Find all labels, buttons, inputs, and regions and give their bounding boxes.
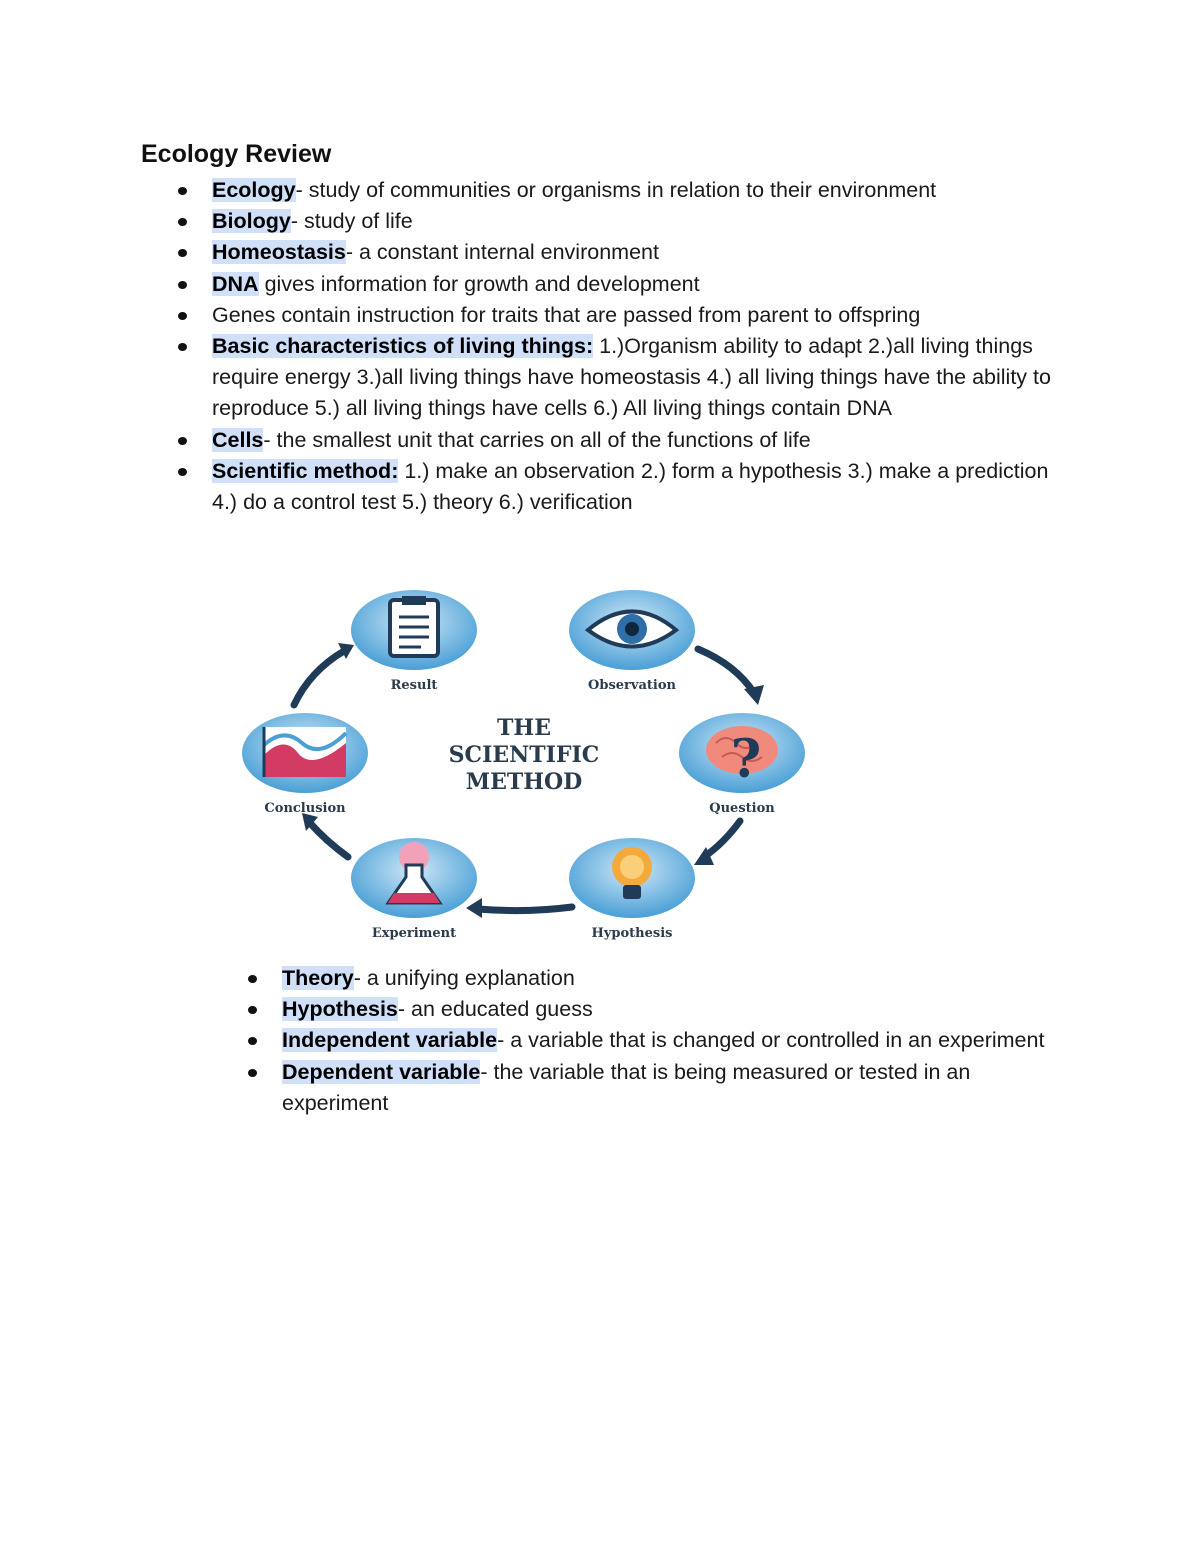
diagram-title-line-3: METHOD <box>465 769 583 795</box>
definitions-list <box>178 175 1058 518</box>
observation-label: Observation <box>588 678 676 693</box>
bullet-icon <box>178 312 187 320</box>
bullet-icon <box>248 1037 257 1045</box>
list-item <box>248 1025 1058 1056</box>
list-item <box>178 331 1058 425</box>
term: Independent variable <box>282 1028 498 1053</box>
list-item <box>178 425 1058 456</box>
list-item <box>178 237 1058 268</box>
term: Homeostasis <box>212 240 346 265</box>
hypothesis-label: Hypothesis <box>591 926 673 941</box>
result-step <box>351 590 477 693</box>
term: Hypothesis <box>282 997 398 1022</box>
term: Cells <box>212 427 264 452</box>
definition: - a unifying explanation <box>353 966 575 990</box>
experiment-step <box>351 838 477 941</box>
list-item <box>248 994 1058 1025</box>
arrow-icon <box>478 907 572 911</box>
diagram-title <box>449 715 600 795</box>
diagram-title-line-2: SCIENTIFIC <box>448 742 600 768</box>
svg-text:?: ? <box>730 729 762 790</box>
definition: - study of life <box>290 209 413 234</box>
conclusion-label: Conclusion <box>264 801 346 816</box>
definition: - a variable that is changed or controlled in an experiment <box>497 1028 1045 1053</box>
scientific-method-diagram <box>236 585 816 947</box>
arrow-icon <box>704 821 740 857</box>
bullet-icon <box>248 975 257 983</box>
bullet-icon <box>248 1069 257 1077</box>
term: Theory <box>282 966 354 990</box>
definition: - a constant internal environment <box>345 240 659 265</box>
observation-step <box>569 590 695 693</box>
arrow-icon <box>310 823 348 857</box>
variables-list <box>248 963 1058 1119</box>
question-step <box>679 713 805 816</box>
diagram-title-line-1: THE <box>497 715 551 741</box>
definition: 1.)Organism ability to adapt 2.)all living things require energy 3.)all living things have homeostasis 4.) all living things have the ability to reproduce 5.) all living things have cells 6.) All living things contain DNA <box>212 334 1051 421</box>
list-item <box>178 269 1058 300</box>
definition: - an educated guess <box>397 997 593 1022</box>
term: Biology <box>212 209 291 234</box>
bullet-icon <box>178 437 187 445</box>
conclusion-step <box>242 713 368 816</box>
arrowhead-icon <box>466 898 482 918</box>
document-title: Ecology Review <box>141 140 332 168</box>
graph-icon <box>264 727 346 777</box>
arrow-icon <box>698 649 754 693</box>
bullet-icon <box>178 281 187 289</box>
arrow-icon <box>294 651 344 705</box>
list-item <box>178 456 1058 518</box>
list-item <box>248 1057 1058 1119</box>
term: DNA <box>212 271 259 296</box>
question-label: Question <box>709 801 775 816</box>
experiment-label: Experiment <box>371 926 457 941</box>
term: Dependent variable <box>282 1059 481 1084</box>
term: Basic characteristics of living things: <box>212 334 594 359</box>
bullet-icon <box>248 1006 257 1014</box>
bullet-icon <box>178 187 187 195</box>
definition: - the variable that is being measured or tested in an experiment <box>282 1059 971 1115</box>
bullet-icon <box>178 343 187 351</box>
hypothesis-step <box>569 838 695 941</box>
definition: gives information for growth and development <box>258 271 700 296</box>
definition: Genes contain instruction for traits that are passed from parent to offspring <box>212 302 921 327</box>
term: Ecology <box>212 178 296 202</box>
list-item <box>178 206 1058 237</box>
definition: 1.) make an observation 2.) form a hypothesis 3.) make a prediction 4.) do a control test 5.) theory 6.) verification <box>212 458 1049 515</box>
result-label: Result <box>390 678 438 693</box>
definition: - the smallest unit that carries on all of the functions of life <box>263 427 811 452</box>
definition: - study of communities or organisms in relation to their environment <box>295 178 937 202</box>
list-item <box>178 300 1058 331</box>
clipboard-icon <box>390 596 438 656</box>
bullet-icon <box>178 249 187 257</box>
bullet-icon <box>178 468 187 476</box>
bullet-icon <box>178 218 187 226</box>
list-item <box>178 175 1058 206</box>
list-item <box>248 963 1058 994</box>
term: Scientific method: <box>212 458 399 483</box>
